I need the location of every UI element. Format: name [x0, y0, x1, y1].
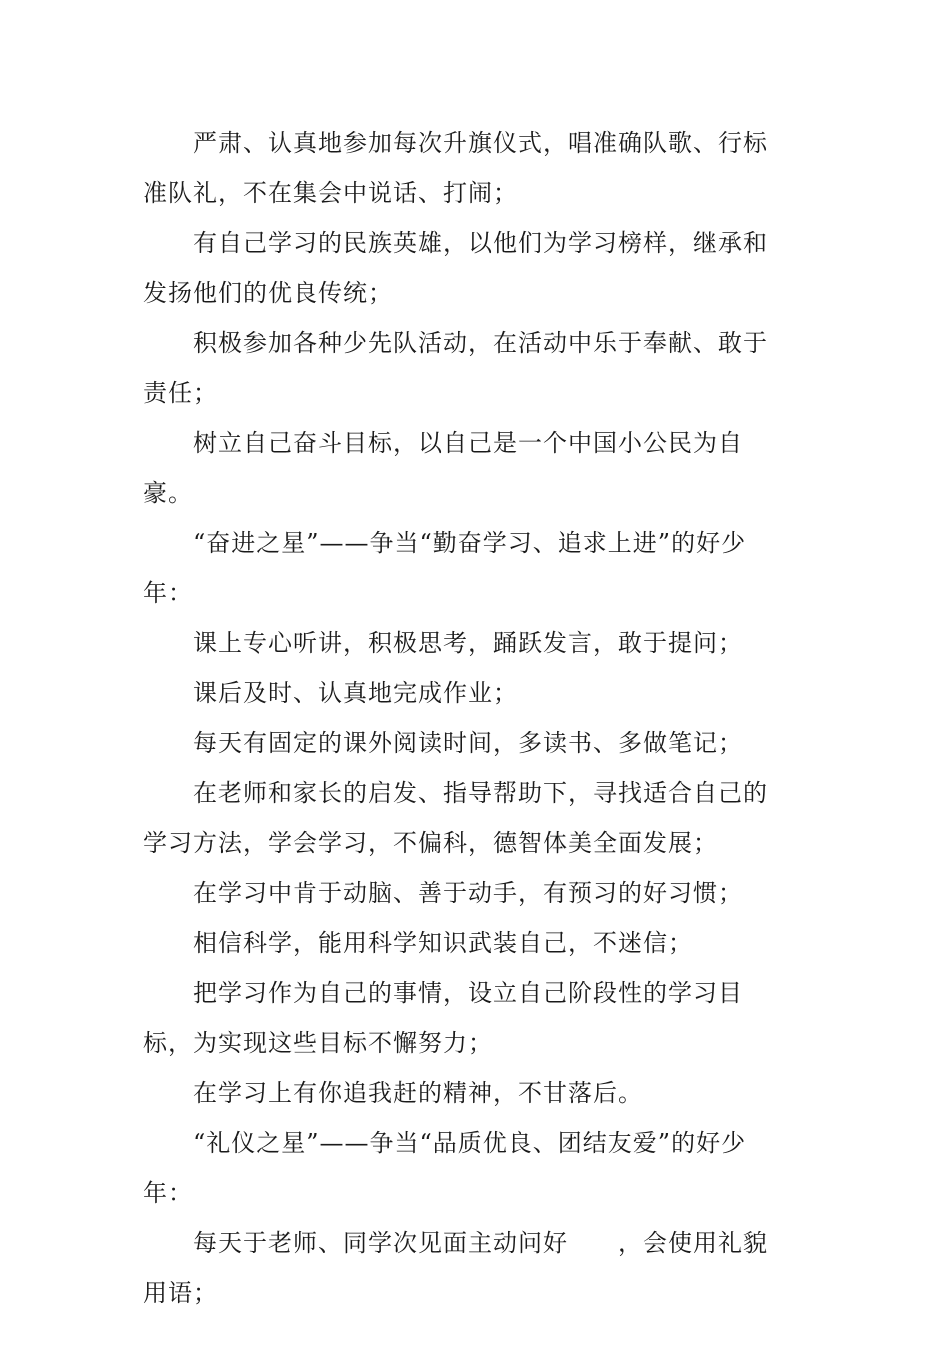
paragraph: 在老师和家长的启发、指导帮助下，寻找适合自己的学习方法，学会学习，不偏科，德智体美全面发展；	[143, 779, 768, 857]
paragraph: 有自己学习的民族英雄，以他们为学习榜样，继承和发扬他们的优良传统；	[143, 229, 768, 307]
section-heading: “礼仪之星”——争当“品质优良、团结友爱”的好少年：	[143, 1129, 747, 1207]
document-body	[143, 118, 783, 1318]
paragraph: 每天有固定的课外阅读时间，多读书、多做笔记；	[193, 729, 743, 757]
paragraph: 在学习中肯于动脑、善于动手，有预习的好习惯；	[193, 879, 743, 907]
paragraph: 积极参加各种少先队活动，在活动中乐于奉献、敢于责任；	[143, 329, 768, 407]
paragraph: 每天于老师、同学次见面主动问好 ，会使用礼貌用语；	[143, 1229, 768, 1307]
paragraph: 严肃、认真地参加每次升旗仪式，唱准确队歌、行标准队礼，不在集会中说话、打闹；	[143, 129, 768, 207]
paragraph: 课上专心听讲，积极思考，踊跃发言，敢于提问；	[193, 629, 743, 657]
paragraph: 树立自己奋斗目标，以自己是一个中国小公民为自豪。	[143, 429, 743, 507]
paragraph: 课后及时、认真地完成作业；	[193, 679, 518, 707]
paragraph: 把学习作为自己的事情，设立自己阶段性的学习目标，为实现这些目标不懈努力；	[143, 979, 743, 1057]
paragraph: 相信科学，能用科学知识武装自己，不迷信；	[193, 929, 693, 957]
section-heading: “奋进之星”——争当“勤奋学习、追求上进”的好少年：	[143, 529, 747, 607]
paragraph: 在学习上有你追我赶的精神，不甘落后。	[193, 1079, 643, 1107]
